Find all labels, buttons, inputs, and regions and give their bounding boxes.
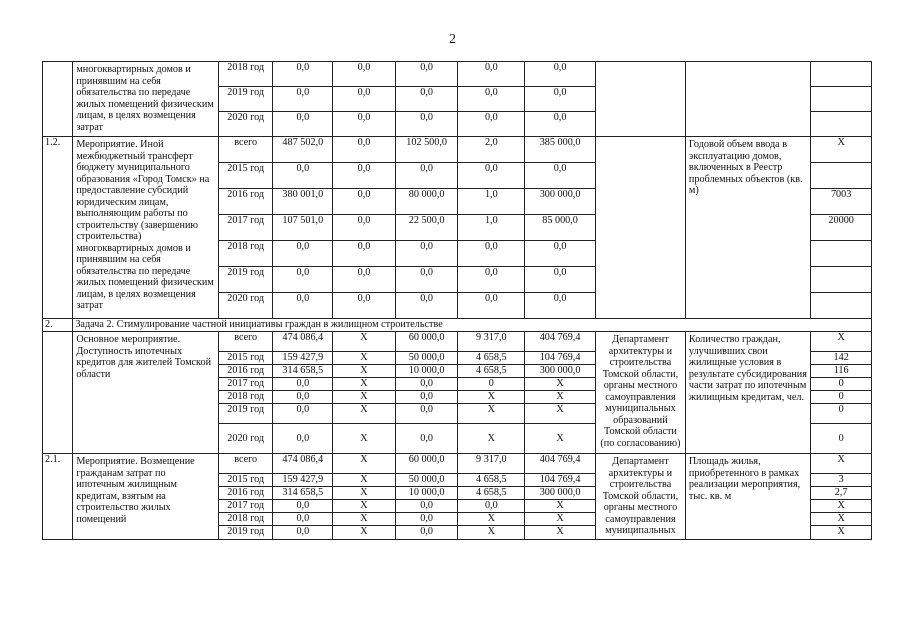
local-cell: 0,0: [458, 500, 525, 513]
indicator-value: [811, 87, 872, 112]
local-cell: X: [458, 424, 525, 454]
indicator-cell: Количество граждан, улучшивших свои жилищные условия в результате субсидирования части затрат по ипотечным жилищным кредитам, чел.: [685, 332, 810, 454]
extra-cell: 404 769,4: [525, 332, 596, 352]
regional-cell: 10 000,0: [395, 487, 458, 500]
year-cell: 2018 год: [218, 241, 273, 267]
indicator-cell: [685, 62, 810, 137]
year-cell: 2019 год: [218, 526, 273, 539]
regional-cell: 60 000,0: [395, 332, 458, 352]
task-title: Задача 2. Стимулирование частной инициативы граждан в жилищном строительстве: [73, 319, 872, 332]
extra-cell: X: [525, 424, 596, 454]
federal-cell: 0,0: [333, 137, 396, 163]
total-cell: 0,0: [273, 424, 333, 454]
extra-cell: 300 000,0: [525, 189, 596, 215]
total-cell: 474 086,4: [273, 454, 333, 474]
total-cell: 314 658,5: [273, 365, 333, 378]
page-number: 2: [449, 32, 456, 47]
total-cell: 0,0: [273, 404, 333, 424]
extra-cell: 404 769,4: [525, 454, 596, 474]
federal-cell: X: [333, 424, 396, 454]
indicator-value: X: [811, 513, 872, 526]
local-cell: X: [458, 391, 525, 404]
year-cell: 2020 год: [218, 112, 273, 137]
year-cell: 2018 год: [218, 513, 273, 526]
local-cell: 4 658,5: [458, 365, 525, 378]
indicator-value: 0: [811, 391, 872, 404]
extra-cell: 0,0: [525, 87, 596, 112]
indicator-value: [811, 62, 872, 87]
local-cell: 1,0: [458, 215, 525, 241]
local-cell: 0,0: [458, 87, 525, 112]
total-cell: 0,0: [273, 112, 333, 137]
extra-cell: 300 000,0: [525, 487, 596, 500]
regional-cell: 0,0: [395, 62, 458, 87]
indicator-value: X: [811, 526, 872, 539]
total-cell: 314 658,5: [273, 487, 333, 500]
total-cell: 0,0: [273, 500, 333, 513]
regional-cell: 0,0: [395, 112, 458, 137]
year-cell: 2016 год: [218, 365, 273, 378]
local-cell: 0,0: [458, 293, 525, 319]
federal-cell: 0,0: [333, 267, 396, 293]
regional-cell: 10 000,0: [395, 365, 458, 378]
federal-cell: X: [333, 352, 396, 365]
federal-cell: 0,0: [333, 293, 396, 319]
regional-cell: 0,0: [395, 391, 458, 404]
federal-cell: X: [333, 526, 396, 539]
regional-cell: 50 000,0: [395, 474, 458, 487]
responsible-cell: Департамент архитектуры и строительства Томской области, органы местного самоуправления муниципальных образований Томской области (по согласованию): [595, 332, 685, 454]
local-cell: 4 658,5: [458, 474, 525, 487]
local-cell: 4 658,5: [458, 487, 525, 500]
federal-cell: 0,0: [333, 163, 396, 189]
total-cell: 0,0: [273, 241, 333, 267]
measure-description: Мероприятие. Возмещение гражданам затрат по ипотечным жилищным кредитам, взятым на строительство жилых помещений: [73, 454, 219, 540]
extra-cell: 104 769,4: [525, 474, 596, 487]
federal-cell: X: [333, 487, 396, 500]
indicator-value: X: [811, 332, 872, 352]
federal-cell: X: [333, 454, 396, 474]
indicator-cell: Годовой объем ввода в эксплуатацию домов, включенных в Реестр проблемных объектов (кв. м): [685, 137, 810, 319]
indicator-value: [811, 293, 872, 319]
extra-cell: 385 000,0: [525, 137, 596, 163]
total-cell: 0,0: [273, 293, 333, 319]
local-cell: 2,0: [458, 137, 525, 163]
extra-cell: 0,0: [525, 163, 596, 189]
task-row: [43, 319, 872, 332]
extra-cell: X: [525, 500, 596, 513]
regional-cell: 0,0: [395, 378, 458, 391]
federal-cell: X: [333, 378, 396, 391]
local-cell: 0,0: [458, 62, 525, 87]
regional-cell: 0,0: [395, 163, 458, 189]
indicator-value: X: [811, 137, 872, 163]
row-number: 2.1.: [43, 454, 73, 540]
extra-cell: 0,0: [525, 241, 596, 267]
federal-cell: X: [333, 365, 396, 378]
indicator-value: 0: [811, 424, 872, 454]
year-cell: 2018 год: [218, 62, 273, 87]
total-cell: 107 501,0: [273, 215, 333, 241]
indicator-value: 3: [811, 474, 872, 487]
regional-cell: 0,0: [395, 87, 458, 112]
regional-cell: 102 500,0: [395, 137, 458, 163]
year-cell: 2017 год: [218, 500, 273, 513]
federal-cell: 0,0: [333, 87, 396, 112]
measure-description: Мероприятие. Иной межбюджетный трансферт бюджету муниципального образования «Город Томск» на предоставление субсидий юридическим лицам, выполняющим работы по строительству (завершению строительства) многоквартирных домов и принявшим на себя обязательства по передаче жилых помещений физическим лицам, в целях возмещения затрат: [73, 137, 219, 319]
regional-cell: 0,0: [395, 513, 458, 526]
table-row: [43, 454, 872, 474]
extra-cell: 0,0: [525, 62, 596, 87]
extra-cell: X: [525, 391, 596, 404]
local-cell: 0,0: [458, 112, 525, 137]
indicator-value: 7003: [811, 189, 872, 215]
regional-cell: 22 500,0: [395, 215, 458, 241]
local-cell: X: [458, 404, 525, 424]
total-cell: 474 086,4: [273, 332, 333, 352]
row-number: [43, 332, 73, 454]
table-row: [43, 137, 872, 163]
local-cell: 9 317,0: [458, 332, 525, 352]
indicator-value: 142: [811, 352, 872, 365]
indicator-value: 2,7: [811, 487, 872, 500]
year-cell: 2020 год: [218, 424, 273, 454]
indicator-cell: Площадь жилья, приобретенного в рамках реализации мероприятия, тыс. кв. м: [685, 454, 810, 540]
local-cell: 4 658,5: [458, 352, 525, 365]
indicator-value: 20000: [811, 215, 872, 241]
year-cell: 2017 год: [218, 378, 273, 391]
federal-cell: 0,0: [333, 241, 396, 267]
indicator-value: X: [811, 500, 872, 513]
year-cell: 2015 год: [218, 163, 273, 189]
regional-cell: 80 000,0: [395, 189, 458, 215]
responsible-cell: [595, 137, 685, 319]
federal-cell: 0,0: [333, 112, 396, 137]
year-cell: всего: [218, 454, 273, 474]
indicator-value: 116: [811, 365, 872, 378]
regional-cell: 0,0: [395, 241, 458, 267]
extra-cell: 0,0: [525, 267, 596, 293]
federal-cell: 0,0: [333, 189, 396, 215]
year-cell: 2019 год: [218, 87, 273, 112]
year-cell: 2020 год: [218, 293, 273, 319]
total-cell: 0,0: [273, 163, 333, 189]
local-cell: X: [458, 526, 525, 539]
year-cell: 2019 год: [218, 404, 273, 424]
extra-cell: 300 000,0: [525, 365, 596, 378]
federal-cell: X: [333, 332, 396, 352]
total-cell: 0,0: [273, 391, 333, 404]
program-table: [42, 61, 872, 540]
total-cell: 159 427,9: [273, 352, 333, 365]
extra-cell: 0,0: [525, 293, 596, 319]
indicator-value: 0: [811, 378, 872, 391]
total-cell: 0,0: [273, 62, 333, 87]
table-row: [43, 62, 872, 87]
extra-cell: 104 769,4: [525, 352, 596, 365]
extra-cell: X: [525, 378, 596, 391]
row-number: 1.2.: [43, 137, 73, 319]
federal-cell: X: [333, 513, 396, 526]
measure-description: многоквартирных домов и принявшим на себя обязательства по передаче жилых помещений физическим лицам, в целях возмещения затрат: [73, 62, 219, 137]
extra-cell: X: [525, 513, 596, 526]
extra-cell: X: [525, 526, 596, 539]
indicator-value: [811, 241, 872, 267]
year-cell: всего: [218, 332, 273, 352]
indicator-value: 0: [811, 404, 872, 424]
extra-cell: X: [525, 404, 596, 424]
local-cell: 0: [458, 378, 525, 391]
federal-cell: X: [333, 500, 396, 513]
federal-cell: X: [333, 404, 396, 424]
total-cell: 380 001,0: [273, 189, 333, 215]
extra-cell: 0,0: [525, 112, 596, 137]
local-cell: 0,0: [458, 163, 525, 189]
federal-cell: X: [333, 474, 396, 487]
total-cell: 487 502,0: [273, 137, 333, 163]
total-cell: 0,0: [273, 526, 333, 539]
total-cell: 0,0: [273, 87, 333, 112]
total-cell: 0,0: [273, 513, 333, 526]
local-cell: 1,0: [458, 189, 525, 215]
regional-cell: 60 000,0: [395, 454, 458, 474]
indicator-value: [811, 112, 872, 137]
year-cell: 2015 год: [218, 352, 273, 365]
federal-cell: X: [333, 391, 396, 404]
regional-cell: 0,0: [395, 526, 458, 539]
indicator-value: [811, 163, 872, 189]
year-cell: 2017 год: [218, 215, 273, 241]
total-cell: 0,0: [273, 267, 333, 293]
responsible-cell: [595, 62, 685, 137]
year-cell: всего: [218, 137, 273, 163]
local-cell: 0,0: [458, 267, 525, 293]
measure-description: Основное мероприятие. Доступность ипотечных кредитов для жителей Томской области: [73, 332, 219, 454]
regional-cell: 50 000,0: [395, 352, 458, 365]
local-cell: 9 317,0: [458, 454, 525, 474]
responsible-cell: Департамент архитектуры и строительства Томской области, органы местного самоуправления муниципальных: [595, 454, 685, 540]
regional-cell: 0,0: [395, 404, 458, 424]
federal-cell: 0,0: [333, 62, 396, 87]
federal-cell: 0,0: [333, 215, 396, 241]
extra-cell: 85 000,0: [525, 215, 596, 241]
row-number: [43, 62, 73, 137]
regional-cell: 0,0: [395, 293, 458, 319]
year-cell: 2019 год: [218, 267, 273, 293]
task-number: 2.: [43, 319, 73, 332]
total-cell: 0,0: [273, 378, 333, 391]
year-cell: 2016 год: [218, 189, 273, 215]
indicator-value: X: [811, 454, 872, 474]
indicator-value: [811, 267, 872, 293]
local-cell: 0,0: [458, 241, 525, 267]
year-cell: 2016 год: [218, 487, 273, 500]
year-cell: 2018 год: [218, 391, 273, 404]
regional-cell: 0,0: [395, 500, 458, 513]
regional-cell: 0,0: [395, 267, 458, 293]
total-cell: 159 427,9: [273, 474, 333, 487]
year-cell: 2015 год: [218, 474, 273, 487]
local-cell: X: [458, 513, 525, 526]
table-row: [43, 332, 872, 352]
regional-cell: 0,0: [395, 424, 458, 454]
